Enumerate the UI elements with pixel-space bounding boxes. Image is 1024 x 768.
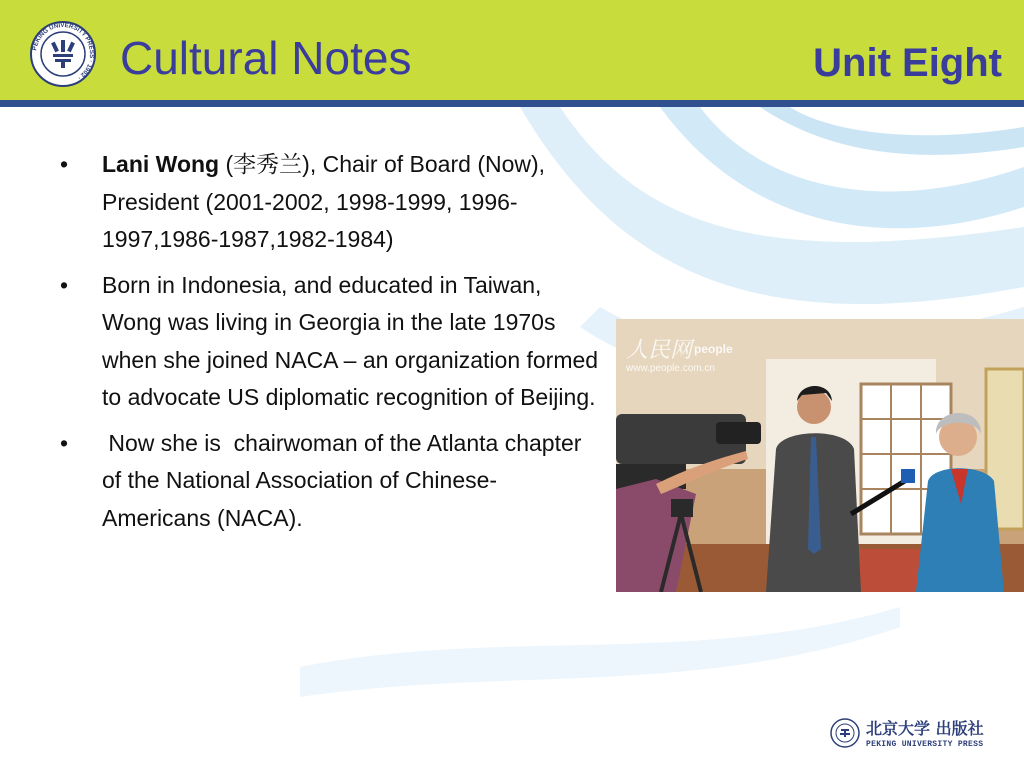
footer-press-name-en: PEKING UNIVERSITY PRESS: [866, 740, 984, 749]
watermark-brand: people: [694, 342, 733, 356]
watermark-cn: 人民网: [626, 338, 693, 363]
header-divider-line: [0, 100, 1024, 107]
unit-label: Unit Eight: [813, 41, 1002, 85]
page-title: Cultural Notes: [120, 32, 412, 84]
bullet-text: Now she is chairwoman of the Atlanta chapter of the National Association of Chinese-Americans (NACA).: [102, 429, 588, 531]
person-title-text: , Chair of Board (Now), President (2001-2002, 1998-1999, 1996-1997,1986-1987,1982-1984): [102, 151, 546, 252]
bullet-text: Born in Indonesia, and educated in Taiwan, Wong was living in Georgia in the late 1970s when she joined NACA – an organization formed to advocate US diplomatic recognition of Beijing.: [102, 271, 599, 410]
bullet-list: [60, 146, 600, 545]
bullet-item-current-role: [60, 425, 600, 538]
svg-text:PEKING UNIVERSITY PRESS · 1902: PEKING UNIVERSITY PRESS · 1902 ·: [31, 21, 96, 82]
bullet-item-background: [60, 267, 600, 417]
person-name: Lani Wong: [102, 151, 220, 177]
bullet-marker: •: [60, 271, 69, 298]
interview-photo: [616, 319, 1024, 592]
bullet-item-lani-wong: [60, 146, 600, 259]
watermark-url: www.people.com.cn: [626, 363, 715, 374]
bullet-marker: •: [60, 429, 69, 456]
footer-press-name-cn: 北京大学 出版社: [866, 719, 984, 738]
person-chinese-name: (李秀兰): [219, 151, 310, 177]
peking-university-press-seal-icon: [29, 20, 97, 88]
footer-press-seal-icon: [830, 718, 860, 748]
bullet-marker: •: [60, 151, 69, 177]
